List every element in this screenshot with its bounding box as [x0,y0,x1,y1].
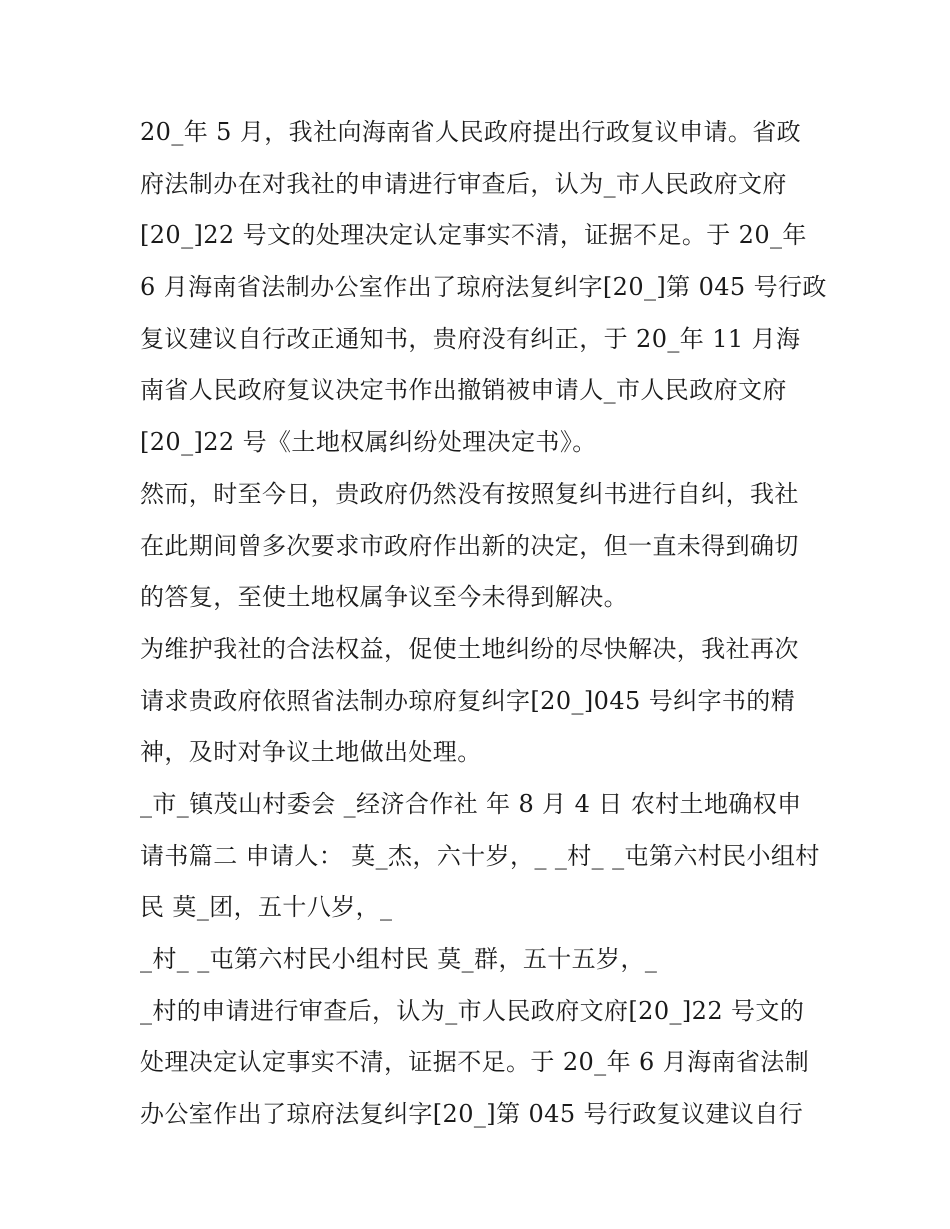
document-body [140,107,827,1141]
text-line: 民 莫_团，五十八岁，_ [140,893,393,922]
text-line: 6 月海南省法制办公室作出了琼府法复纠字[20_]第 045 号行政 [140,273,827,302]
text-line: 复议建议自行改正通知书，贵府没有纠正，于 20_年 11 月海 [140,324,801,353]
text-line: 请求贵政府依照省法制办琼府复纠字[20_]045 号纠字书的精 [140,686,796,715]
text-line: _村_ _屯第六村民小组村民 莫_群，五十五岁，_ [140,945,658,973]
text-line: 为维护我社的合法权益，促使土地纠纷的尽快解决，我社再次 [140,634,799,663]
text-line: 20_年 5 月，我社向海南省人民政府提出行政复议申请。省政 [140,118,802,146]
text-line: 南省人民政府复议决定书作出撤销被申请人_市人民政府文府 [140,376,787,405]
text-line: [20_]22 号《土地权属纠纷处理决定书》。 [140,428,597,457]
text-line: [20_]22 号文的处理决定认定事实不清，证据不足。于 20_年 [140,221,807,250]
text-line: 府法制办在对我社的申请进行审查后，认为_市人民政府文府 [140,169,787,198]
text-line: 在此期间曾多次要求市政府作出新的决定，但一直未得到确切 [140,531,799,560]
text-line: 然而，时至今日，贵政府仍然没有按照复纠书进行自纠，我社 [140,479,799,508]
text-line: _村的申请进行审查后，认为_市人民政府文府[20_]22 号文的 [140,996,805,1025]
text-line: 的答复，至使土地权属争议至今未得到解决。 [140,583,628,612]
text-line: 请书篇二 申请人： 莫_杰，六十岁，_ _村_ _屯第六村民小组村 [140,841,820,870]
text-line: 神，及时对争议土地做出处理。 [140,738,482,767]
text-line: 处理决定认定事实不清，证据不足。于 20_年 6 月海南省法制 [140,1048,810,1077]
text-line: 办公室作出了琼府法复纠字[20_]第 045 号行政复议建议自行 [140,1100,804,1129]
text-line: _市_镇茂山村委会 _经济合作社 年 8 月 4 日 农村土地确权申 [140,789,802,818]
